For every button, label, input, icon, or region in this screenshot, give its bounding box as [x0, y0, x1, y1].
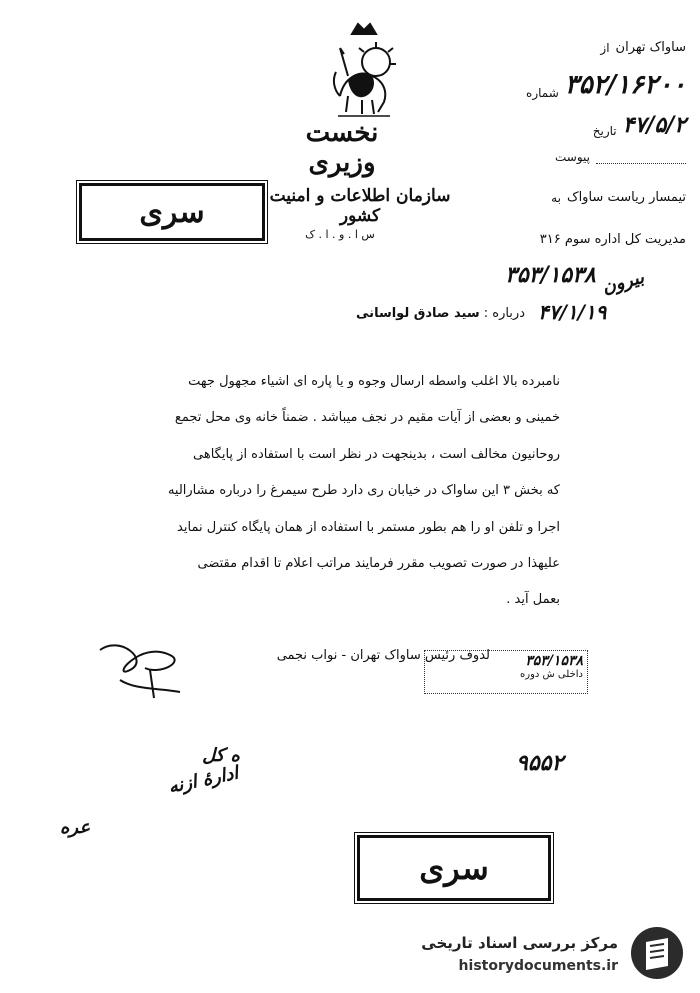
handwritten-note-line: ادارهٔ ازنه	[166, 762, 241, 798]
file-number-handwritten: ۹۵۵۲	[516, 750, 564, 776]
to-value: تیمسار ریاست ساواک	[566, 190, 686, 205]
date-label: تاریخ	[592, 124, 617, 138]
from-label: از	[600, 41, 610, 55]
subject-label: درباره :	[483, 306, 525, 321]
number-field	[526, 70, 686, 100]
recipient-field	[551, 190, 686, 205]
to-label: به	[551, 191, 561, 205]
from-field	[600, 40, 686, 55]
receipt-number: ۳۵۳/۱۵۳۸	[525, 653, 583, 669]
date-field	[593, 112, 686, 138]
number-value: ۳۵۲/۱۶۲۰۰	[564, 70, 686, 100]
handwritten-note-line: ه کل	[202, 745, 240, 766]
lion-and-sun-emblem-icon	[318, 20, 410, 120]
number-label: شماره	[526, 86, 559, 100]
handwritten-note-line: عره	[60, 817, 91, 838]
body-line: خمینی و بعضی از آیات مقیم در نجف میباشد . ضمناً خانه وی محل تجمع	[174, 410, 560, 426]
handwritten-note	[60, 738, 240, 868]
body-line: اجرا و تلفن او را هم بطور مستمر با استفاده از همان پایگاه کنترل نماید	[177, 519, 560, 535]
body-line: که بخش ۳ این ساواک در خیابان ری دارد طرح سیمرغ را درباره مشارالیه	[167, 483, 560, 499]
subject-line	[356, 306, 525, 321]
letter-body	[120, 364, 560, 619]
signature-prefix: لدوف	[459, 648, 490, 663]
department-value: مدیریت کل اداره سوم ۳۱۶	[539, 232, 686, 247]
from-value: ساواک تهران	[615, 40, 686, 55]
body-line: بعمل آید .	[506, 592, 560, 608]
watermark-url: historydocuments.ir	[458, 958, 618, 974]
watermark-title: مرکز بررسی اسناد تاریخی	[421, 934, 618, 952]
date-value: ۴۷/۵/۲	[622, 112, 686, 138]
body-line: علیهذا در صورت تصویب مقرر فرمایند مراتب اعلام تا اقدام مقتضی	[197, 556, 560, 572]
attachment-field	[555, 150, 686, 164]
body-lines	[120, 364, 560, 619]
department-field	[540, 232, 686, 247]
secret-stamp-bottom: سری	[354, 832, 554, 904]
signature-scribble-icon	[90, 630, 200, 700]
registry-date: ۴۷/۱/۱۹	[538, 300, 607, 324]
organization-title: نخست وزیری	[305, 118, 379, 178]
organization-code: س ا . و . ا . ک	[305, 228, 375, 241]
organization-subtitle: سازمان اطلاعات و امنیت کشور	[269, 186, 451, 226]
secret-stamp-top: سری	[76, 180, 268, 244]
attachment-blank	[596, 163, 686, 164]
body-line: نامبرده بالا اغلب واسطه ارسال وجوه و یا پاره ای اشیاء مجهول جهت	[188, 374, 560, 389]
attachment-label: پیوست	[555, 150, 590, 164]
signature-text: رئیس ساواک تهران - نواب نجمی	[276, 648, 456, 663]
registry-number: ۳۵۳/۱۵۳۸	[505, 262, 596, 288]
receipt-stamp	[424, 650, 588, 694]
registry-mark: بیرون	[600, 266, 647, 299]
body-line: روحانیون مخالف است ، بدینجهت در نظر است با استفاده از پایگاهی	[193, 446, 560, 462]
archive-logo-icon	[628, 924, 686, 982]
subject-value: سید صادق لواسانی	[356, 306, 480, 321]
receipt-label: داخلی ش دوره	[520, 669, 583, 680]
